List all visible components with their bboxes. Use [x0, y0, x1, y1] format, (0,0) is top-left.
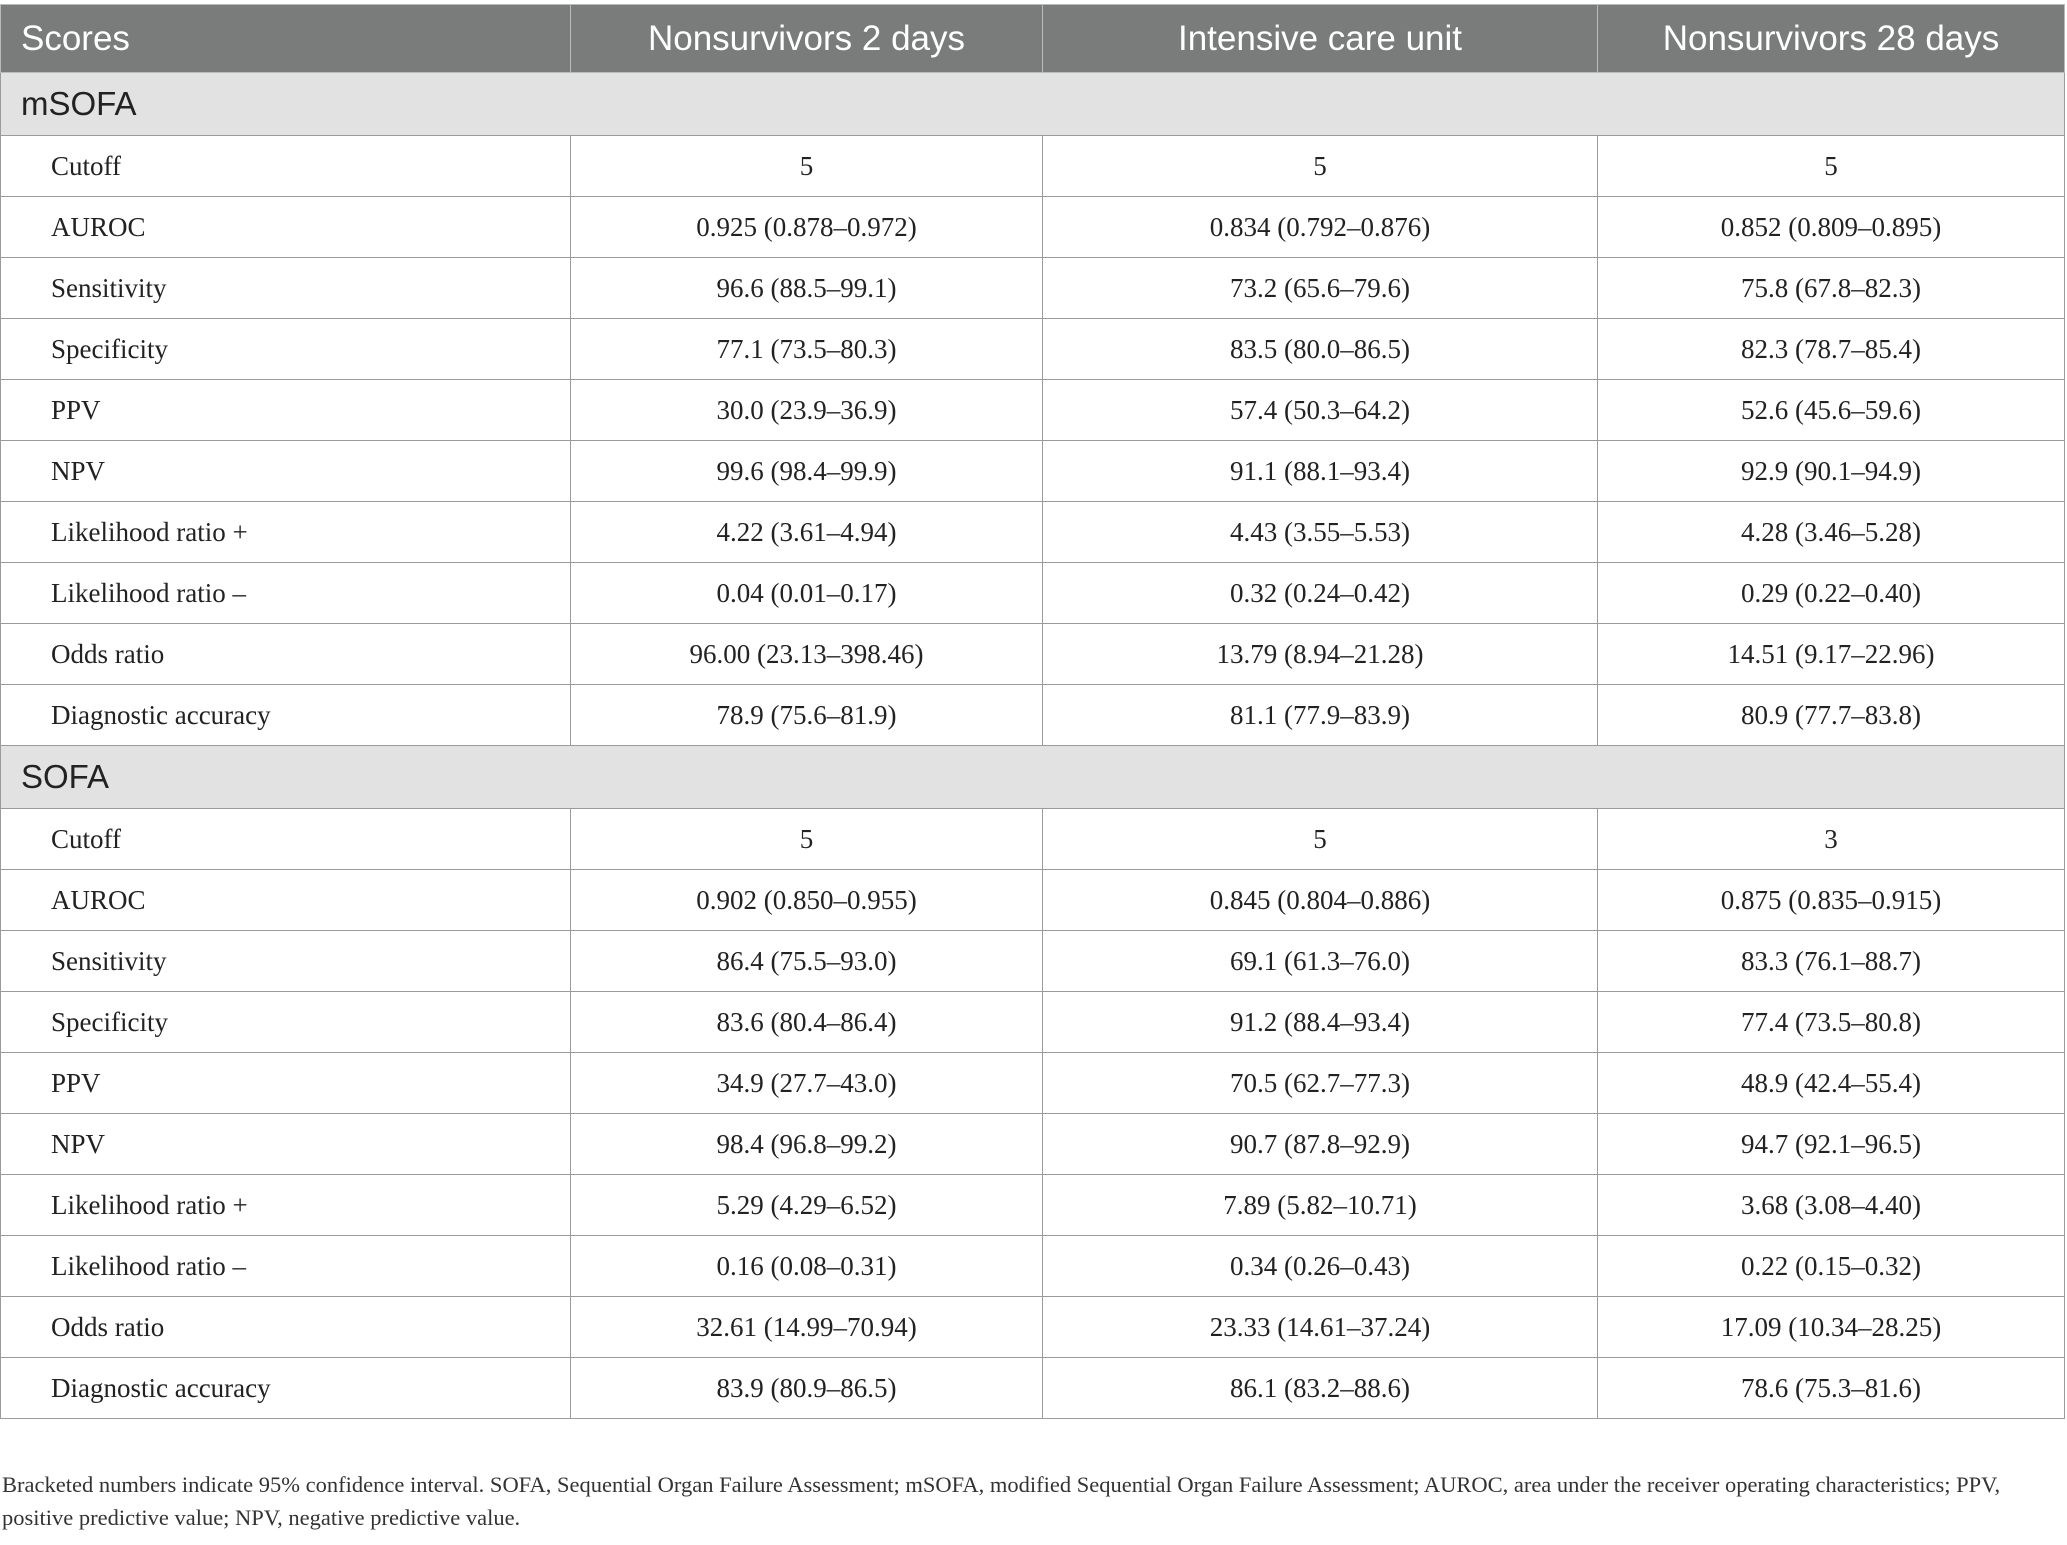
header-nonsurvivors-28-days: Nonsurvivors 28 days: [1598, 5, 2065, 73]
row-label: NPV: [1, 1114, 571, 1175]
table-cell: 0.925 (0.878–0.972): [571, 197, 1043, 258]
table-row: [1, 258, 2065, 319]
row-label: AUROC: [1, 870, 571, 931]
table-cell: 52.6 (45.6–59.6): [1598, 380, 2065, 441]
table-cell: 83.3 (76.1–88.7): [1598, 931, 2065, 992]
header-nonsurvivors-2-days: Nonsurvivors 2 days: [571, 5, 1043, 73]
table-cell: 83.5 (80.0–86.5): [1043, 319, 1598, 380]
table-cell: 96.6 (88.5–99.1): [571, 258, 1043, 319]
table-row: [1, 441, 2065, 502]
table-cell: 3: [1598, 809, 2065, 870]
table-cell: 82.3 (78.7–85.4): [1598, 319, 2065, 380]
table-cell: 32.61 (14.99–70.94): [571, 1297, 1043, 1358]
table-cell: 0.16 (0.08–0.31): [571, 1236, 1043, 1297]
table-row: [1, 1297, 2065, 1358]
row-label: Specificity: [1, 319, 571, 380]
table-row: [1, 931, 2065, 992]
table-cell: 78.9 (75.6–81.9): [571, 685, 1043, 746]
table-cell: 86.4 (75.5–93.0): [571, 931, 1043, 992]
table-cell: 69.1 (61.3–76.0): [1043, 931, 1598, 992]
row-label: Likelihood ratio +: [1, 502, 571, 563]
header-scores: Scores: [1, 5, 571, 73]
table-row: [1, 1114, 2065, 1175]
table-cell: 34.9 (27.7–43.0): [571, 1053, 1043, 1114]
row-label: Sensitivity: [1, 258, 571, 319]
row-label: Specificity: [1, 992, 571, 1053]
row-label: Likelihood ratio –: [1, 563, 571, 624]
table-cell: 5.29 (4.29–6.52): [571, 1175, 1043, 1236]
table-cell: 14.51 (9.17–22.96): [1598, 624, 2065, 685]
row-label: Cutoff: [1, 809, 571, 870]
table-row: [1, 563, 2065, 624]
table-cell: 30.0 (23.9–36.9): [571, 380, 1043, 441]
table-row: [1, 197, 2065, 258]
table-cell: 77.4 (73.5–80.8): [1598, 992, 2065, 1053]
table-row: [1, 870, 2065, 931]
table-cell: 77.1 (73.5–80.3): [571, 319, 1043, 380]
table-cell: 23.33 (14.61–37.24): [1043, 1297, 1598, 1358]
table-cell: 7.89 (5.82–10.71): [1043, 1175, 1598, 1236]
table-cell: 80.9 (77.7–83.8): [1598, 685, 2065, 746]
row-label: PPV: [1, 380, 571, 441]
table-row: [1, 992, 2065, 1053]
row-label: NPV: [1, 441, 571, 502]
table-cell: 0.34 (0.26–0.43): [1043, 1236, 1598, 1297]
table-cell: 81.1 (77.9–83.9): [1043, 685, 1598, 746]
table-row: [1, 319, 2065, 380]
table-body: [1, 73, 2065, 1419]
table-cell: 92.9 (90.1–94.9): [1598, 441, 2065, 502]
table-cell: 94.7 (92.1–96.5): [1598, 1114, 2065, 1175]
results-table: [0, 4, 2065, 1419]
row-label: Sensitivity: [1, 931, 571, 992]
table-cell: 5: [571, 809, 1043, 870]
table-cell: 5: [571, 136, 1043, 197]
table-cell: 98.4 (96.8–99.2): [571, 1114, 1043, 1175]
table-cell: 13.79 (8.94–21.28): [1043, 624, 1598, 685]
table-row: [1, 809, 2065, 870]
header-intensive-care-unit: Intensive care unit: [1043, 5, 1598, 73]
row-label: AUROC: [1, 197, 571, 258]
table-cell: 0.852 (0.809–0.895): [1598, 197, 2065, 258]
table-cell: 0.834 (0.792–0.876): [1043, 197, 1598, 258]
table-cell: 5: [1598, 136, 2065, 197]
row-label: Likelihood ratio +: [1, 1175, 571, 1236]
table-cell: 0.22 (0.15–0.32): [1598, 1236, 2065, 1297]
table-cell: 83.6 (80.4–86.4): [571, 992, 1043, 1053]
table-cell: 86.1 (83.2–88.6): [1043, 1358, 1598, 1419]
table-cell: 70.5 (62.7–77.3): [1043, 1053, 1598, 1114]
table-row: [1, 1236, 2065, 1297]
table-cell: 91.1 (88.1–93.4): [1043, 441, 1598, 502]
table-cell: 48.9 (42.4–55.4): [1598, 1053, 2065, 1114]
table-row: [1, 1053, 2065, 1114]
table-cell: 96.00 (23.13–398.46): [571, 624, 1043, 685]
table-row: [1, 685, 2065, 746]
table-cell: 0.875 (0.835–0.915): [1598, 870, 2065, 931]
row-label: Diagnostic accuracy: [1, 1358, 571, 1419]
section-title: SOFA: [1, 746, 2065, 809]
section-header-row: [1, 73, 2065, 136]
table-row: [1, 1358, 2065, 1419]
table-cell: 5: [1043, 809, 1598, 870]
row-label: Diagnostic accuracy: [1, 685, 571, 746]
table-cell: 78.6 (75.3–81.6): [1598, 1358, 2065, 1419]
table-row: [1, 1175, 2065, 1236]
table-cell: 0.04 (0.01–0.17): [571, 563, 1043, 624]
row-label: Cutoff: [1, 136, 571, 197]
table-cell: 0.902 (0.850–0.955): [571, 870, 1043, 931]
row-label: Likelihood ratio –: [1, 1236, 571, 1297]
table-cell: 17.09 (10.34–28.25): [1598, 1297, 2065, 1358]
table-row: [1, 624, 2065, 685]
table-cell: 90.7 (87.8–92.9): [1043, 1114, 1598, 1175]
table-cell: 3.68 (3.08–4.40): [1598, 1175, 2065, 1236]
row-label: Odds ratio: [1, 1297, 571, 1358]
row-label: Odds ratio: [1, 624, 571, 685]
table-cell: 0.32 (0.24–0.42): [1043, 563, 1598, 624]
table-cell: 4.43 (3.55–5.53): [1043, 502, 1598, 563]
table-cell: 91.2 (88.4–93.4): [1043, 992, 1598, 1053]
table-footnote: Bracketed numbers indicate 95% confidence interval. SOFA, Sequential Organ Failure Assessment; mSOFA, modified Sequential Organ Failure Assessment; AUROC, area under the receiver operating characteristics; PPV, positive predictive value; NPV, negative predictive value.: [2, 1472, 2001, 1530]
table-cell: 83.9 (80.9–86.5): [571, 1358, 1043, 1419]
table-cell: 0.29 (0.22–0.40): [1598, 563, 2065, 624]
row-label: PPV: [1, 1053, 571, 1114]
table-cell: 4.22 (3.61–4.94): [571, 502, 1043, 563]
table-row: [1, 136, 2065, 197]
table-cell: 4.28 (3.46–5.28): [1598, 502, 2065, 563]
table-cell: 0.845 (0.804–0.886): [1043, 870, 1598, 931]
header-row: [1, 5, 2065, 73]
section-header-row: [1, 746, 2065, 809]
table-cell: 73.2 (65.6–79.6): [1043, 258, 1598, 319]
table-header: [1, 5, 2065, 73]
table-cell: 99.6 (98.4–99.9): [571, 441, 1043, 502]
table-row: [1, 380, 2065, 441]
table-cell: 57.4 (50.3–64.2): [1043, 380, 1598, 441]
results-table-container: [0, 4, 2064, 1419]
table-cell: 5: [1043, 136, 1598, 197]
table-cell: 75.8 (67.8–82.3): [1598, 258, 2065, 319]
table-row: [1, 502, 2065, 563]
section-title: mSOFA: [1, 73, 2065, 136]
